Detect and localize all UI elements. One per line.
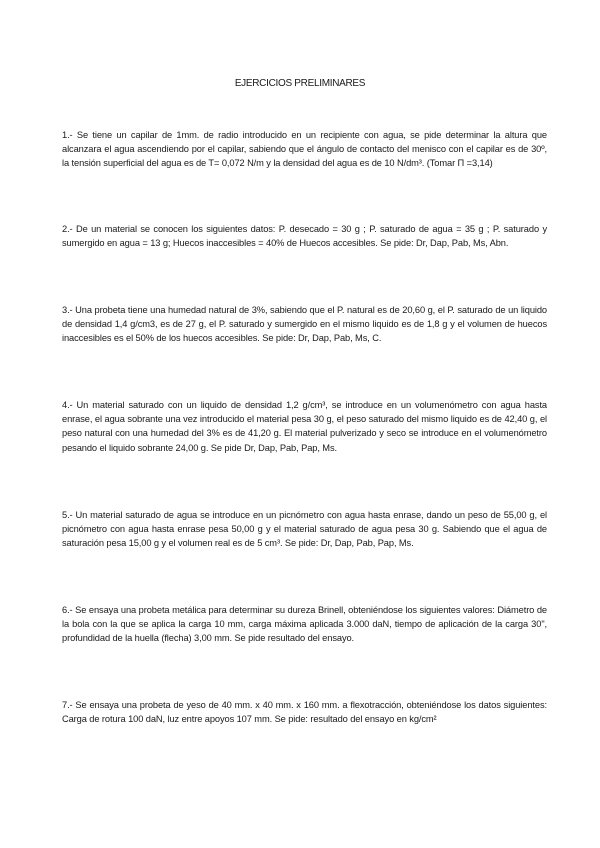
exercise-2	[62, 222, 547, 250]
exercise-text: 4.- Un material saturado con un liquido de densidad 1,2 g/cm³, se introduce en un volumenómetro con agua hasta enrase, el agua sobrante una vez introducido el material pesa 30 g, el peso saturado del mismo liquido es de 42,40 g, el peso natural con una humedad del 3% es de 41,20 g. El material pulverizado y seco se introduce en el volumenómetro pesando el liquido sobrante 24,00 g. Se pide Dr, Dap, Pab, Pap, Ms.	[62, 400, 547, 453]
exercise-7	[62, 698, 547, 726]
exercise-5	[62, 508, 547, 551]
exercise-text: 1.- Se tiene un capilar de 1mm. de radio introducido en un recipiente con agua, se pide determinar la altura que alcanzara el agua ascendiendo por el capilar, sabiendo que el ángulo de contacto del menisco con el capilar es de 30º, la tensión superficial del agua es de T= 0,072 N/m y la densidad del agua es de 10 N/dm³. (Tomar Π =3,14)	[62, 130, 547, 169]
exercise-1	[62, 128, 547, 171]
exercise-text: 5.- Un material saturado de agua se introduce en un picnómetro con agua hasta enrase, dando un peso de 55,00 g, el picnómetro con agua hasta enrase pesa 50,00 g y el material saturado de agua pesa 30 g. Sabiendo que el agua de saturación pesa 15,00 g y el volumen real es de 5 cm³. Se pide: Dr, Dap, Pab, Pap, Ms.	[62, 510, 547, 549]
exercise-text: 6.- Se ensaya una probeta metálica para determinar su dureza Brinell, obteniéndose los siguientes valores: Diámetro de la bola con la que se aplica la carga 10 mm, carga máxima aplicada 3.000 daN, tiempo de aplicación de la carga 30", profundidad de la huella (flecha) 3,00 mm. Se pide resultado del ensayo.	[62, 605, 547, 644]
exercise-3	[62, 303, 547, 346]
exercise-text: 2.- De un material se conocen los siguientes datos: P. desecado = 30 g ; P. saturado de agua = 35 g ; P. saturado y sumergido en agua = 13 g; Huecos inaccesibles = 40% de Huecos accesibles. Se pide: Dr, Dap, Pab, Ms, Abn.	[62, 224, 547, 249]
exercise-6	[62, 603, 547, 646]
exercise-text: 3.- Una probeta tiene una humedad natural de 3%, sabiendo que el P. natural es de 20,60 g, el P. saturado de un liquido de densidad 1,4 g/cm3, es de 27 g, el P. saturado y sumergido en el mismo liquido es de 1,8 g y el volumen de huecos inaccesibles es el 50% de los huecos accesibles. Se pide: Dr, Dap, Pab, Ms, C.	[62, 305, 547, 344]
exercise-4	[62, 398, 547, 455]
page-title: EJERCICIOS PRELIMINARES	[234, 78, 366, 89]
exercise-text: 7.- Se ensaya una probeta de yeso de 40 mm. x 40 mm. x 160 mm. a flexotracción, obteniéndose los datos siguientes: Carga de rotura 100 daN, luz entre apoyos 107 mm. Se pide: resultado del ensayo en kg/cm²	[62, 700, 547, 725]
